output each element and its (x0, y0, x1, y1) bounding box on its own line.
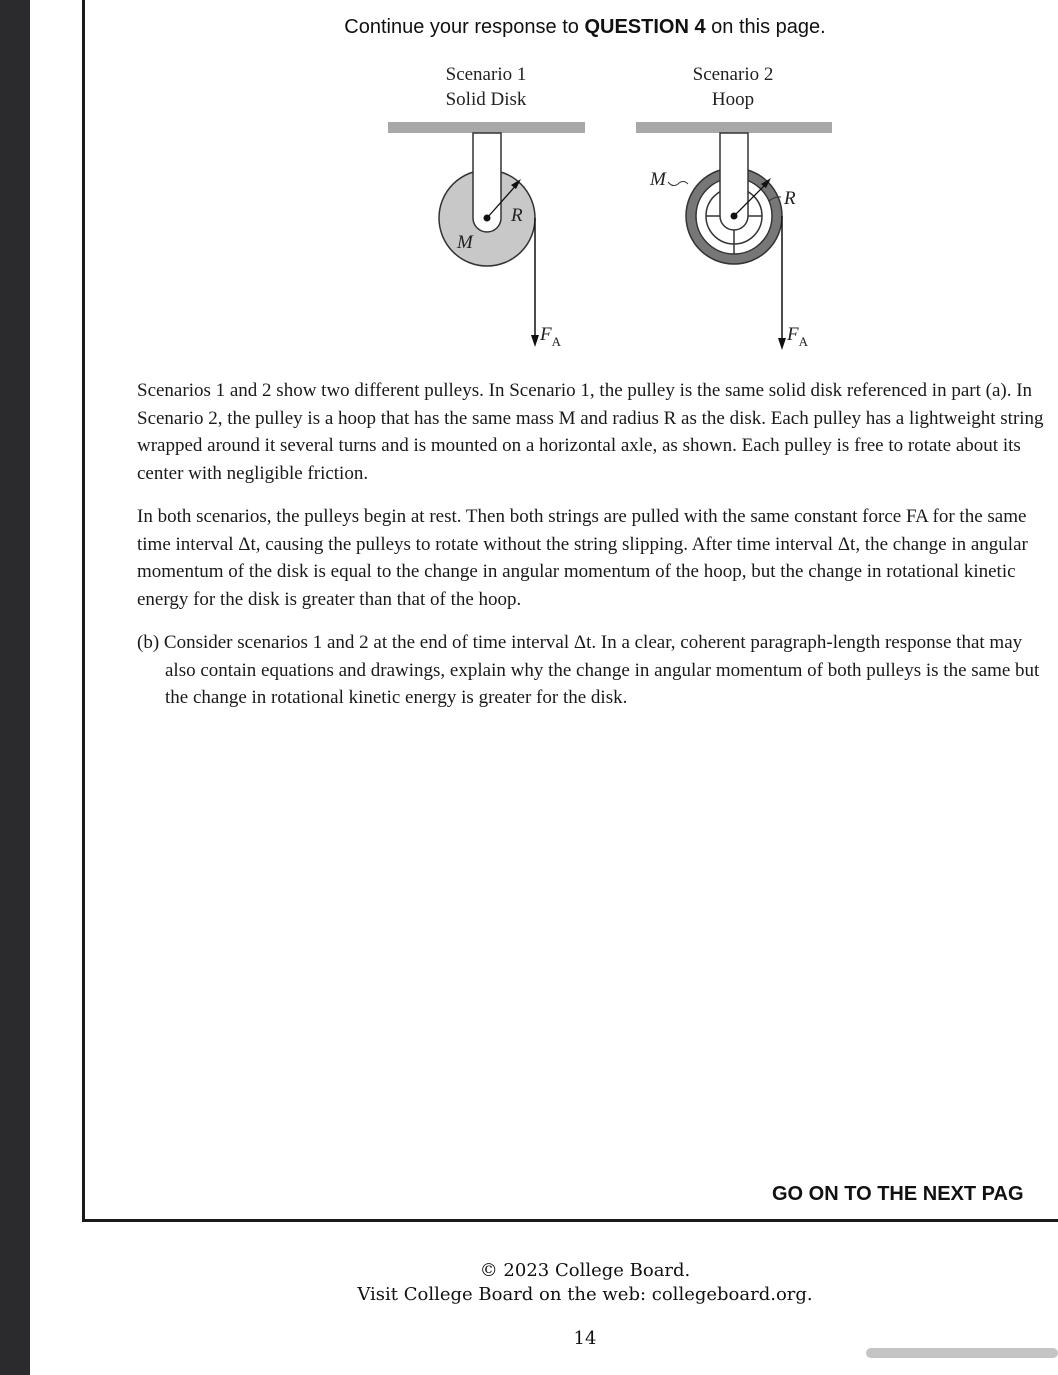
scenario-description-paragraph: Scenarios 1 and 2 show two different pulleys. In Scenario 1, the pulley is the same solid disk referenced in part (a). In Scenario 2, the pulley is a hoop that has the same mass M and radius R as the disk. Each pulley has a lightweight string wrapped around it several turns and is mounted on a horizontal axle, as shown. Each pulley is free to rotate about its center with negligible friction. (137, 380, 1044, 484)
scenario1-force-label: $F_A$ (540, 324, 561, 349)
copyright-footer (0, 1259, 1058, 1307)
window-left-edge (0, 0, 30, 1375)
scenario2-mass-label: M (650, 169, 666, 190)
scenario2-force-arrowhead (778, 338, 786, 350)
header-suffix: on this page. (705, 16, 826, 38)
continue-response-header (0, 16, 1058, 39)
question-part-b: (b) Consider scenarios 1 and 2 at the end of time interval Δt. In a clear, coherent paragraph-length response that may also contain equations and drawings, explain why the change in angular momentum of both pulleys is the same but the change in rotational kinetic energy is greater for the disk. (137, 632, 1040, 708)
scenario2-title: Scenario 2 (692, 64, 774, 85)
setup-paragraph: In both scenarios, the pulleys begin at rest. Then both strings are pulled with the same constant force FA for the same time interval Δt, causing the pulleys to rotate without the string slipping. After time interval Δt, the change in angular momentum of the disk is equal to the change in angular momentum of the hoop, but the change in rotational kinetic energy for the disk is greater than that of the hoop. (137, 506, 1028, 610)
scenario2-force-label: $F_A$ (787, 324, 808, 349)
scenario1-radius-label: R (511, 205, 523, 226)
scenario2-subtitle: Hoop (711, 89, 755, 110)
page-frame-bottom (82, 1219, 1058, 1222)
visit-text: Visit College Board on the web: collegeboard.org. (357, 1284, 813, 1305)
scenario1-force-arrowhead (531, 335, 539, 347)
scenario2-mass-leader (668, 182, 688, 186)
pulley-figure (380, 58, 850, 353)
scenario1-mass-label: M (457, 232, 473, 253)
go-to-next-page-label: GO ON TO THE NEXT PAG (772, 1183, 1024, 1205)
scenario1-subtitle: Solid Disk (445, 89, 527, 110)
header-question: QUESTION 4 (584, 16, 706, 38)
scenario1-ceiling (388, 122, 585, 133)
scenario1-title: Scenario 1 (445, 64, 527, 85)
horizontal-scrollbar[interactable] (866, 1348, 1058, 1358)
page-number: 14 (573, 1328, 597, 1349)
scenario2-radius-label: R (784, 188, 796, 209)
page-frame-left (82, 0, 85, 1222)
copyright-text: © 2023 College Board. (479, 1260, 691, 1281)
scenario2-ceiling (636, 122, 832, 133)
header-prefix: Continue your response to (344, 16, 585, 38)
